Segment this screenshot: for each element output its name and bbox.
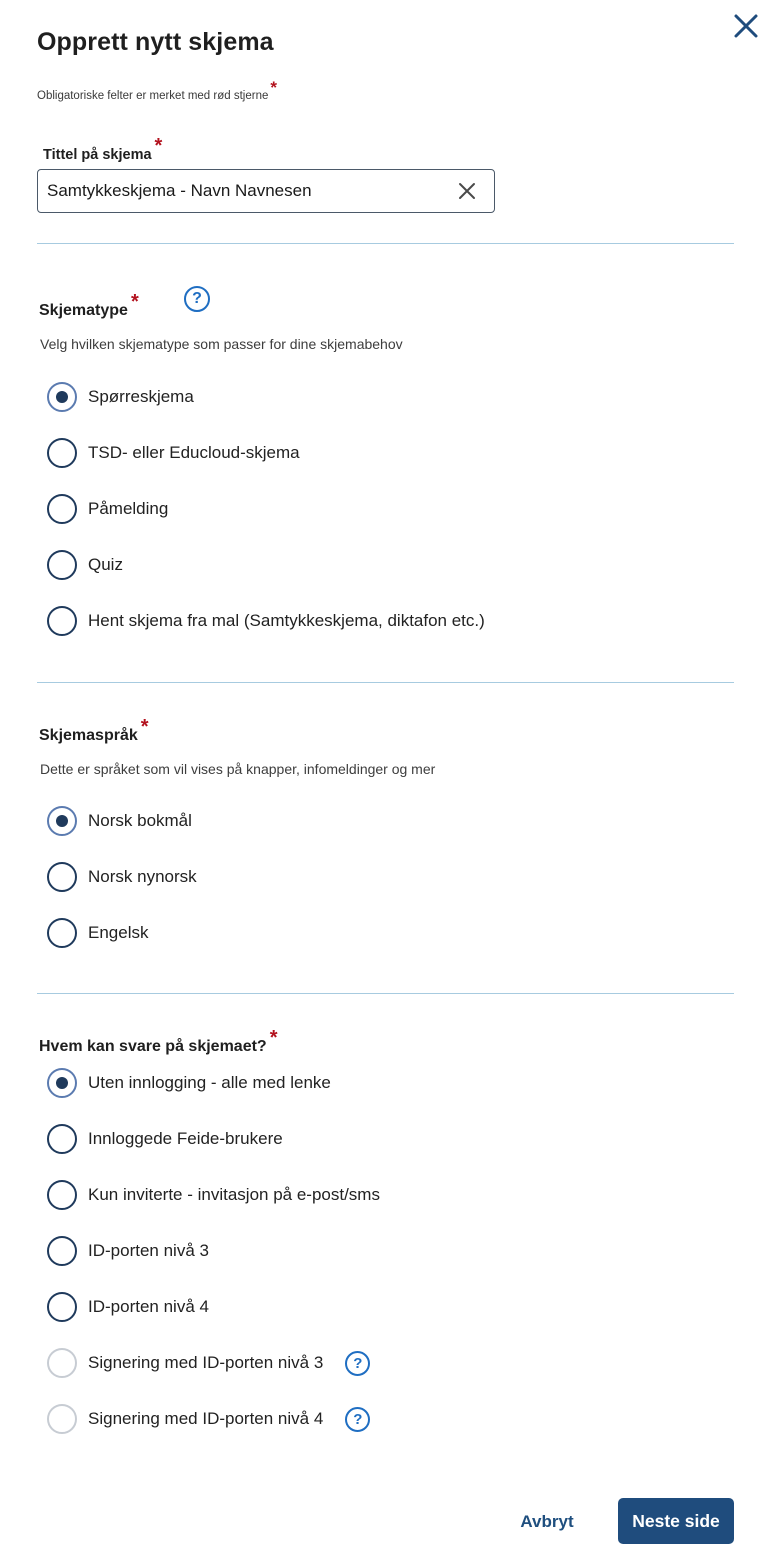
- respondents-option: [47, 1348, 370, 1378]
- radio-button[interactable]: [47, 606, 77, 636]
- title-input[interactable]: [47, 170, 447, 211]
- form-type-option[interactable]: [47, 494, 168, 524]
- cancel-button[interactable]: Avbryt: [520, 1512, 574, 1531]
- close-icon: [730, 10, 762, 42]
- clear-icon[interactable]: [456, 180, 478, 202]
- respondents-option[interactable]: [47, 1236, 209, 1266]
- title-label-text: Tittel på skjema: [43, 147, 152, 163]
- respondents-option-label: Signering med ID-porten nivå 3: [88, 1353, 324, 1372]
- form-type-label: [39, 291, 139, 321]
- form-language-option[interactable]: [47, 806, 192, 836]
- form-type-label-text: Skjematype: [39, 302, 128, 319]
- next-page-button[interactable]: Neste side: [618, 1498, 734, 1544]
- form-type-option[interactable]: [47, 382, 194, 412]
- required-star: *: [270, 78, 277, 97]
- required-star: *: [154, 135, 163, 157]
- close-button[interactable]: [730, 10, 762, 42]
- radio-button-selected[interactable]: [47, 382, 77, 412]
- form-language-label-text: Skjemaspråk: [39, 727, 138, 744]
- form-language-option-label: Norsk nynorsk: [88, 867, 197, 886]
- form-type-option-label: TSD- eller Educloud-skjema: [88, 443, 300, 462]
- form-language-option-label: Norsk bokmål: [88, 811, 192, 830]
- form-language-label: [39, 716, 149, 746]
- form-type-option[interactable]: [47, 550, 123, 580]
- respondents-option[interactable]: [47, 1124, 283, 1154]
- form-type-description: Velg hvilken skjematype som passer for dine skjemabehov: [40, 336, 403, 352]
- required-note-text: Obligatoriske felter er merket med rød stjerne: [37, 90, 269, 102]
- radio-button: [47, 1348, 77, 1378]
- form-type-option[interactable]: [47, 606, 485, 636]
- radio-button[interactable]: [47, 862, 77, 892]
- radio-button: [47, 1404, 77, 1434]
- respondents-label: [39, 1027, 278, 1057]
- form-type-option-label: Quiz: [88, 555, 123, 574]
- form-type-option-label: Spørreskjema: [88, 387, 194, 406]
- respondents-option[interactable]: [47, 1180, 380, 1210]
- radio-button[interactable]: [47, 550, 77, 580]
- radio-button[interactable]: [47, 918, 77, 948]
- radio-button[interactable]: [47, 1124, 77, 1154]
- radio-button[interactable]: [47, 1292, 77, 1322]
- required-fields-note: [37, 78, 277, 104]
- radio-button[interactable]: [47, 1236, 77, 1266]
- radio-button-selected[interactable]: [47, 806, 77, 836]
- title-input-wrapper: [37, 169, 495, 213]
- help-icon[interactable]: ?: [345, 1351, 370, 1376]
- radio-button[interactable]: [47, 438, 77, 468]
- form-type-help-icon[interactable]: ?: [184, 286, 210, 312]
- required-star: *: [269, 1027, 278, 1049]
- respondents-option-label: Uten innlogging - alle med lenke: [88, 1073, 331, 1092]
- form-language-option[interactable]: [47, 918, 148, 948]
- radio-button-selected[interactable]: [47, 1068, 77, 1098]
- section-divider: [37, 993, 734, 994]
- help-icon[interactable]: ?: [345, 1407, 370, 1432]
- required-star: *: [130, 291, 139, 313]
- respondents-option-label: ID-porten nivå 3: [88, 1241, 209, 1260]
- page-title: Opprett nytt skjema: [37, 28, 274, 56]
- form-type-option[interactable]: [47, 438, 300, 468]
- section-divider: [37, 682, 734, 683]
- required-star: *: [140, 716, 149, 738]
- respondents-option-label: Signering med ID-porten nivå 4: [88, 1409, 324, 1428]
- form-type-option-label: Påmelding: [88, 499, 169, 518]
- form-language-description: Dette er språket som vil vises på knapper, infomeldinger og mer: [40, 761, 436, 777]
- form-language-option-label: Engelsk: [88, 923, 149, 942]
- form-type-option-label: Hent skjema fra mal (Samtykkeskjema, diktafon etc.): [88, 611, 485, 630]
- respondents-option[interactable]: [47, 1292, 209, 1322]
- respondents-option: [47, 1404, 370, 1434]
- radio-button[interactable]: [47, 1180, 77, 1210]
- section-divider: [37, 243, 734, 244]
- form-language-option[interactable]: [47, 862, 197, 892]
- respondents-option-label: Kun inviterte - invitasjon på e-post/sms: [88, 1185, 380, 1204]
- title-field-label: [43, 135, 163, 165]
- respondents-option-label: ID-porten nivå 4: [88, 1297, 209, 1316]
- radio-button[interactable]: [47, 494, 77, 524]
- respondents-option[interactable]: [47, 1068, 331, 1098]
- respondents-option-label: Innloggede Feide-brukere: [88, 1129, 283, 1148]
- respondents-label-text: Hvem kan svare på skjemaet?: [39, 1038, 267, 1055]
